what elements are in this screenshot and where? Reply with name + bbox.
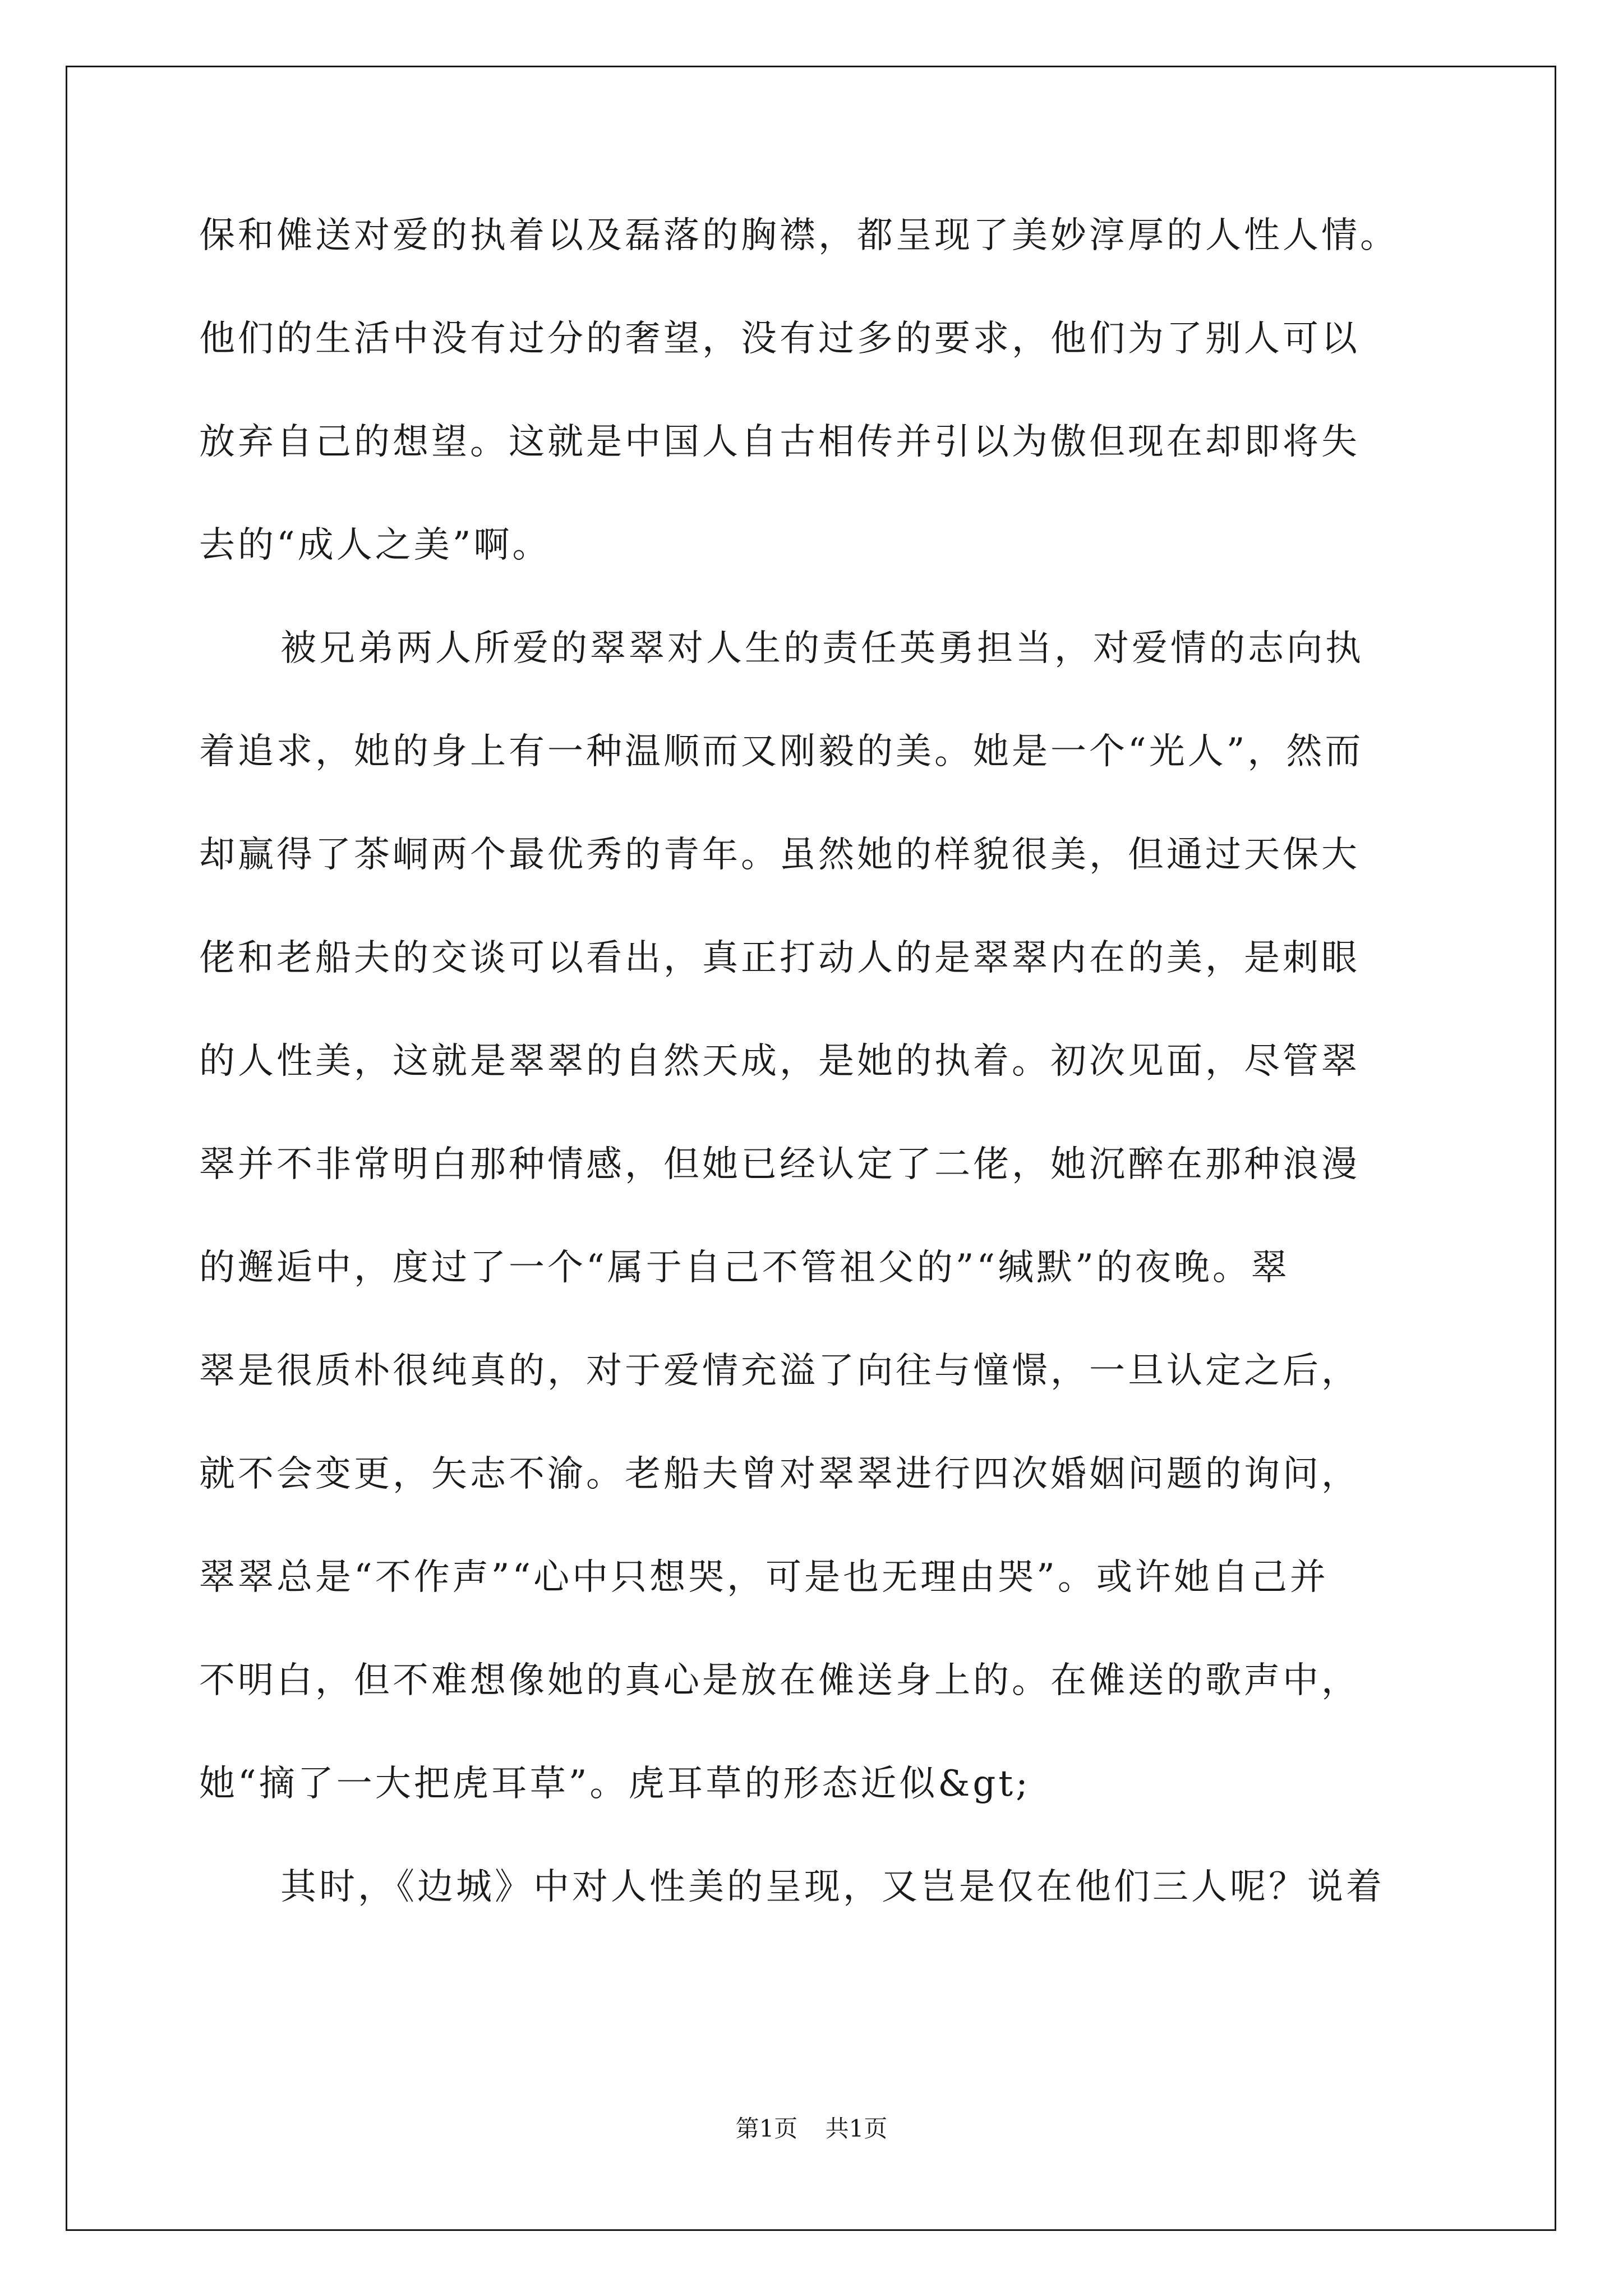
text-line: 不明白，但不难想像她的真心是放在傩送身上的。在傩送的歌声中， xyxy=(199,1660,1360,1701)
text-line: 她“摘了一大把虎耳草”。虎耳草的形态近似&gt; xyxy=(199,1763,1031,1805)
text-line: 翠并不非常明白那种情感，但她已经认定了二佬，她沉醉在那种浪漫 xyxy=(199,1144,1360,1185)
text-line: 翠翠总是“不作声”“心中只想哭，可是也无理由哭”。或许她自己并 xyxy=(199,1557,1329,1598)
text-line: 佬和老船夫的交谈可以看出，真正打动人的是翠翠内在的美，是刺眼 xyxy=(199,937,1360,979)
page-number: 第1页 xyxy=(735,2115,798,2142)
page-total: 共1页 xyxy=(825,2115,888,2142)
page-footer xyxy=(0,2110,1623,2144)
text-line: 却赢得了茶峒两个最优秀的青年。虽然她的样貌很美，但通过天保大 xyxy=(199,834,1360,876)
text-line: 他们的生活中没有过分的奢望，没有过多的要求，他们为了别人可以 xyxy=(199,318,1360,360)
text-line: 着追求，她的身上有一种温顺而又刚毅的美。她是一个“光人”，然而 xyxy=(199,731,1364,772)
text-line: 的人性美，这就是翠翠的自然天成，是她的执着。初次见面，尽管翠 xyxy=(199,1041,1360,1082)
text-line: 去的“成人之美”啊。 xyxy=(199,524,551,566)
text-line: 放弃自己的想望。这就是中国人自古相传并引以为傲但现在却即将失 xyxy=(199,421,1360,463)
text-line: 保和傩送对爱的执着以及磊落的胸襟，都呈现了美妙淳厚的人性人情。 xyxy=(199,215,1399,256)
text-line: 的邂逅中，度过了一个“属于自己不管祖父的”“缄默”的夜晚。翠 xyxy=(199,1247,1290,1289)
text-line: 其时，《边城》中对人性美的呈现，又岂是仅在他们三人呢？说着 xyxy=(280,1866,1385,1908)
text-line: 翠是很质朴很纯真的，对于爱情充溢了向往与憧憬，一旦认定之后， xyxy=(199,1350,1360,1392)
text-line: 就不会变更，矢志不渝。老船夫曾对翠翠进行四次婚姻问题的询问， xyxy=(199,1453,1360,1495)
text-line: 被兄弟两人所爱的翠翠对人生的责任英勇担当，对爱情的志向执 xyxy=(280,628,1364,669)
